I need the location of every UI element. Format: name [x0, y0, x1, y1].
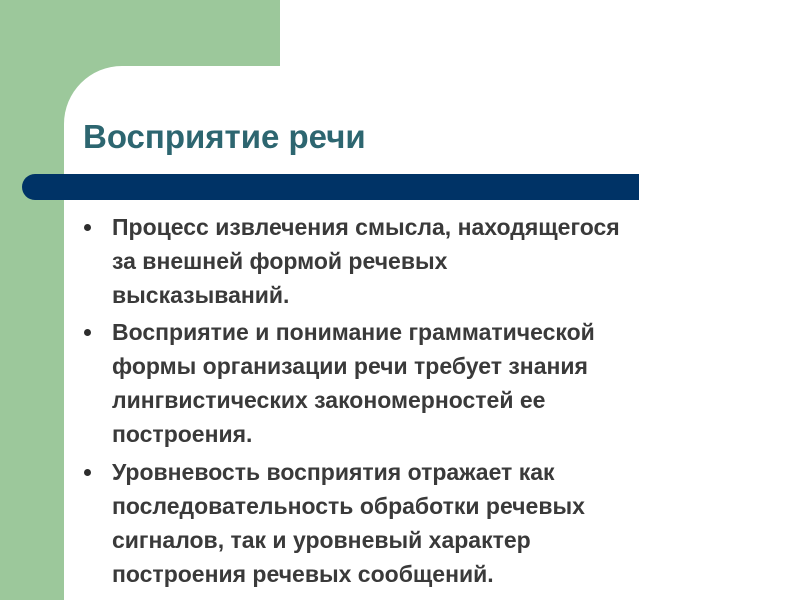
slide-title: Восприятие речи — [83, 118, 366, 155]
bullet-dot-icon — [84, 224, 91, 231]
bullet-line: построения. — [112, 421, 253, 447]
bullet-line: построения речевых сообщений. — [112, 561, 494, 587]
bullet-line: лингвистических закономерностей ее — [112, 387, 546, 413]
bullet-line: сигналов, так и уровневый характер — [112, 527, 531, 553]
bullet-dot-icon — [84, 329, 91, 336]
bullet-line: за внешней формой речевых — [112, 248, 448, 274]
bullet-line: высказываний. — [112, 282, 290, 308]
bullet-text — [112, 210, 732, 312]
bullet-line: Процесс извлечения смысла, находящегося — [112, 214, 620, 240]
bullet-line: Уровневость восприятия отражает как — [112, 459, 555, 485]
bullet-line: Восприятие и понимание грамматической — [112, 319, 595, 345]
bullet-text — [112, 315, 732, 451]
bullet-line: формы организации речи требует знания — [112, 353, 588, 379]
bullet-line: последовательность обработки речевых — [112, 493, 585, 519]
bullet-dot-icon — [84, 469, 91, 476]
bullet-text — [112, 455, 732, 591]
title-underline-bar — [22, 174, 639, 200]
